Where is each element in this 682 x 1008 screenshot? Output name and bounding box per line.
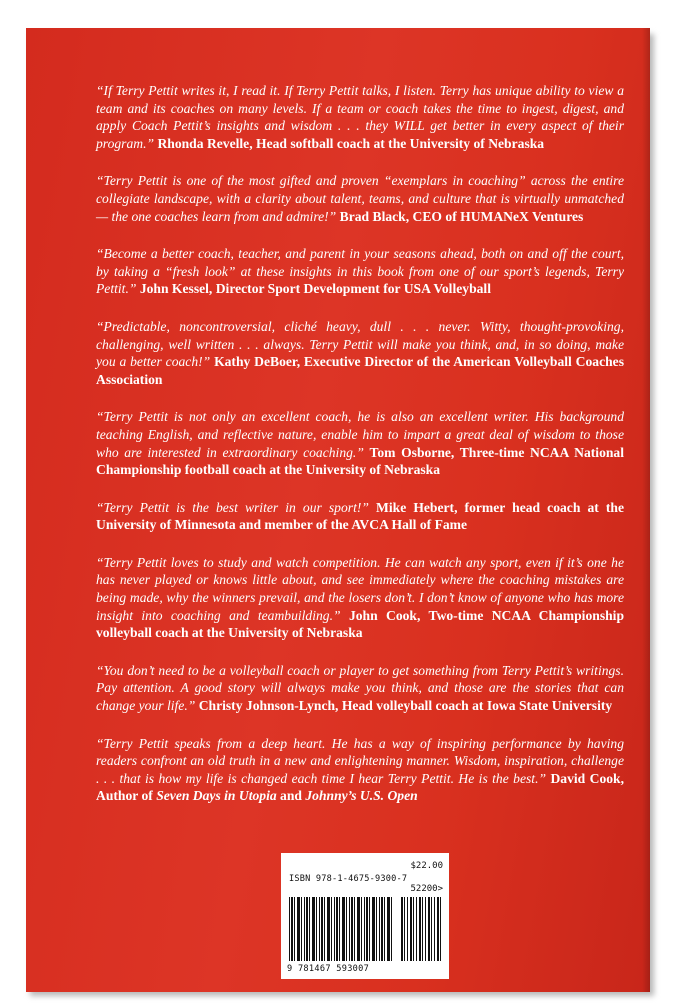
quote-osborne bbox=[96, 408, 624, 478]
quote-attribution: John Kessel, Director Sport Development for USA Volleyball bbox=[139, 281, 491, 297]
quote-text: “Predictable, noncontroversial, cliché heavy, dull . . . never. Witty, thought-provoking, challenging, well written . . . always. Terry Pettit will make you think, and, in so doing, make you a better coach!” bbox=[96, 318, 624, 370]
quote-text: “Terry Pettit speaks from a deep heart. He has a way of inspiring performance by having readers confront an old truth in a new and enlightening manner. Wisdom, inspiration, challenge . . . that is how my life is changed each time I hear Terry Pettit. He is the best.” bbox=[96, 735, 624, 786]
quote-hebert bbox=[96, 499, 624, 534]
quote-attribution: Christy Johnson-Lynch, Head volleyball coach at Iowa State University bbox=[198, 698, 613, 714]
quote-revelle bbox=[96, 82, 624, 152]
isbn-text: ISBN 978-1-4675-9300-7 bbox=[289, 874, 408, 884]
price-addon-code: 52200> bbox=[410, 884, 443, 894]
quote-kessel bbox=[96, 245, 624, 298]
quote-johnson-lynch bbox=[96, 662, 624, 715]
ean-barcode bbox=[289, 897, 393, 961]
ean-number: 9 781467 593007 bbox=[287, 964, 370, 974]
book-title: Johnny’s U.S. Open bbox=[305, 788, 418, 804]
quote-text: “If Terry Pettit writes it, I read it. If Terry Pettit talks, I listen. Terry has unique ability to view a team and its coaches on many levels. If a team or coach takes the time to ingest, digest, and apply Coach Pettit’s insights and wisdom . . . they WILL get better in every aspect of their program.” bbox=[96, 83, 624, 151]
quote-text: “Terry Pettit is the best writer in our sport!” bbox=[96, 499, 369, 515]
quote-text: “You don’t need to be a volleyball coach or player to get something from Terry Pettit’s writings. Pay attention. A good story will always make you think, and those are the stories that can change your life.” bbox=[96, 662, 624, 714]
quote-text: “Terry Pettit is one of the most gifted and proven “exemplars in coaching” across the entire collegiate landscape, with a clarity about talent, teams, and culture that is virtually unmatched — the one coaches learn from and admire!” bbox=[96, 173, 624, 224]
price-text: $22.00 bbox=[410, 861, 443, 871]
quote-david-cook bbox=[96, 735, 624, 805]
quote-attribution: John Cook, Two-time NCAA Championship volleyball coach at the University of Nebraska bbox=[96, 607, 625, 641]
quote-black bbox=[96, 172, 624, 225]
quote-attribution: Kathy DeBoer, Executive Director of the American Volleyball Coaches Association bbox=[96, 354, 624, 387]
quote-text: “Become a better coach, teacher, and parent in your seasons ahead, both on and off the court, by taking a “fresh look” at these insights in this book from one of our sport’s legends, Terry Pettit.” bbox=[96, 246, 624, 297]
attribution-author: David Cook, Author of bbox=[96, 770, 625, 804]
quote-attribution: Rhonda Revelle, Head softball coach at the University of Nebraska bbox=[157, 135, 545, 151]
quote-attribution: Tom Osborne, Three-time NCAA National Championship football coach at the University of Nebraska bbox=[96, 444, 624, 478]
quote-attribution: Mike Hebert, former head coach at the University of Minnesota and member of the AVCA Hall of Fame bbox=[96, 499, 625, 533]
quote-deboer bbox=[96, 318, 624, 388]
quote-text: “Terry Pettit is not only an excellent coach, he is also an excellent writer. His background teaching English, and reflective nature, enable him to impart a great deal of wisdom to those who are interested in extraordinary coaching.” bbox=[96, 409, 624, 460]
attribution-conjunction: and bbox=[280, 788, 302, 804]
book-back-cover bbox=[26, 28, 650, 992]
quote-cook bbox=[96, 554, 624, 642]
quote-text: “Terry Pettit loves to study and watch competition. He can watch any sport, even if it’s one he has never played or knows little about, and see immediately where the coaching mistakes are being made, why the winners prevail, and the losers don’t. I don’t know of anyone who has more insight into coaching and teambuilding.” bbox=[96, 554, 624, 623]
quote-attribution: Brad Black, CEO of HUMANeX Ventures bbox=[339, 208, 584, 224]
addon-barcode bbox=[401, 897, 441, 961]
barcode-label bbox=[281, 853, 449, 979]
book-title: Seven Days in Utopia bbox=[156, 788, 277, 804]
